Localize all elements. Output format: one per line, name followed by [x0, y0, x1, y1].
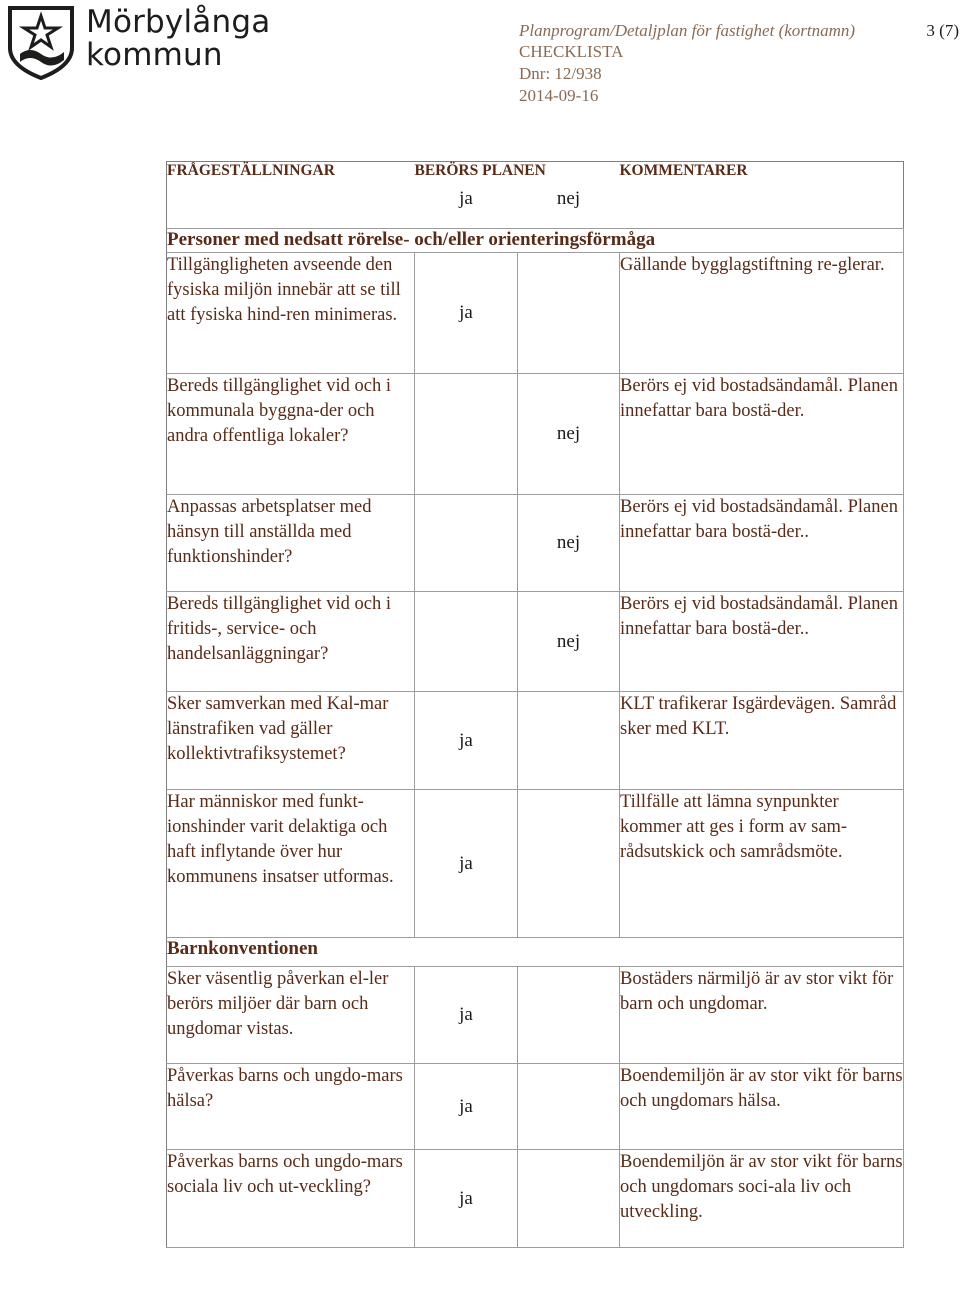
- municipality-crest-icon: [6, 4, 76, 80]
- table-row: [167, 592, 904, 692]
- answer-no-cell: [518, 692, 620, 790]
- comment-cell: Berörs ej vid bostadsändamål. Planen innefattar bara bostä-der..: [620, 495, 904, 592]
- question-cell: Tillgängligheten avseende den fysiska miljön innebär att se till att fysiska hind-ren minimeras.: [167, 253, 415, 374]
- question-cell: Bereds tillgänglighet vid och i kommunala byggna-der och andra offentliga lokaler?: [167, 374, 415, 495]
- answer-no-cell: [518, 253, 620, 374]
- table-subheader-row: [167, 188, 904, 229]
- column-header-questions: FRÅGESTÄLLNINGAR: [167, 162, 335, 179]
- answer-no-cell: nej: [518, 592, 620, 692]
- logo-line-1: Mörbylånga: [86, 4, 271, 40]
- answer-yes-cell: ja: [415, 967, 518, 1064]
- answer-yes-cell: [415, 495, 518, 592]
- question-cell: Sker samverkan med Kal-mar länstrafiken vad gäller kollektivtrafiksystemet?: [167, 692, 415, 790]
- answer-no-cell: nej: [518, 495, 620, 592]
- section-row: [167, 229, 904, 253]
- table-row: [167, 967, 904, 1064]
- logo-line-2: kommun: [86, 37, 223, 73]
- checklist-table: [166, 161, 904, 1248]
- question-cell: Påverkas barns och ungdo-mars hälsa?: [167, 1064, 415, 1150]
- comment-cell: Berörs ej vid bostadsändamål. Planen innefattar bara bostä-der.: [620, 374, 904, 495]
- section-heading: Barnkonventionen: [167, 938, 904, 967]
- logo-wordmark: [86, 6, 270, 72]
- column-header-yes: ja: [415, 188, 518, 229]
- question-cell: Har människor med funkt-ionshinder varit delaktiga och haft inflytande över hur kommunens insatser utformas.: [167, 790, 415, 938]
- question-cell: Sker väsentlig påverkan el-ler berörs miljöer där barn och ungdomar vistas.: [167, 967, 415, 1064]
- comment-cell: Boendemiljön är av stor vikt för barns och ungdomars soci-ala liv och utveckling.: [620, 1150, 904, 1248]
- answer-no-cell: [518, 1064, 620, 1150]
- page-number: 3 (7): [926, 21, 959, 40]
- comment-cell: Berörs ej vid bostadsändamål. Planen innefattar bara bostä-der..: [620, 592, 904, 692]
- answer-no-cell: [518, 790, 620, 938]
- answer-no-cell: nej: [518, 374, 620, 495]
- answer-yes-cell: ja: [415, 692, 518, 790]
- comment-cell: KLT trafikerar Isgärdevägen. Samråd sker med KLT.: [620, 692, 904, 790]
- question-cell: Anpassas arbetsplatser med hänsyn till anställda med funktionshinder?: [167, 495, 415, 592]
- column-header-comments: KOMMENTARER: [619, 162, 748, 179]
- column-header-affects-plan: BERÖRS PLANEN: [414, 162, 546, 179]
- diary-number: Dnr: 12/938: [519, 64, 602, 83]
- document-type: CHECKLISTA: [519, 42, 624, 61]
- answer-yes-cell: [415, 592, 518, 692]
- table-row: [167, 495, 904, 592]
- comment-cell: Tillfälle att lämna synpunkter kommer att ges i form av sam-rådsutskick och samrådsmöte.: [620, 790, 904, 938]
- section-row: [167, 938, 904, 967]
- comment-cell: Gällande bygglagstiftning re-glerar.: [620, 253, 904, 374]
- answer-yes-cell: ja: [415, 253, 518, 374]
- answer-yes-cell: ja: [415, 790, 518, 938]
- question-cell: Påverkas barns och ungdo-mars sociala liv och ut-veckling?: [167, 1150, 415, 1248]
- table-row: [167, 253, 904, 374]
- comment-cell: Boendemiljön är av stor vikt för barns och ungdomars hälsa.: [620, 1064, 904, 1150]
- section-heading: Personer med nedsatt rörelse- och/eller orienteringsförmåga: [167, 229, 904, 253]
- municipality-logo: [6, 4, 271, 80]
- table-row: [167, 790, 904, 938]
- comment-cell: Bostäders närmiljö är av stor vikt för barn och ungdomar.: [620, 967, 904, 1064]
- answer-yes-cell: ja: [415, 1064, 518, 1150]
- answer-no-cell: [518, 967, 620, 1064]
- table-header-row: [167, 162, 904, 189]
- document-title: Planprogram/Detaljplan för fastighet (kortnamn): [519, 21, 856, 40]
- table-row: [167, 692, 904, 790]
- document-date: 2014-09-16: [519, 86, 599, 105]
- answer-no-cell: [518, 1150, 620, 1248]
- question-cell: Bereds tillgänglighet vid och i fritids-, service- och handelsanläggningar?: [167, 592, 415, 692]
- answer-yes-cell: [415, 374, 518, 495]
- table-row: [167, 1150, 904, 1248]
- column-header-no: nej: [518, 188, 620, 229]
- answer-yes-cell: ja: [415, 1150, 518, 1248]
- table-row: [167, 374, 904, 495]
- table-row: [167, 1064, 904, 1150]
